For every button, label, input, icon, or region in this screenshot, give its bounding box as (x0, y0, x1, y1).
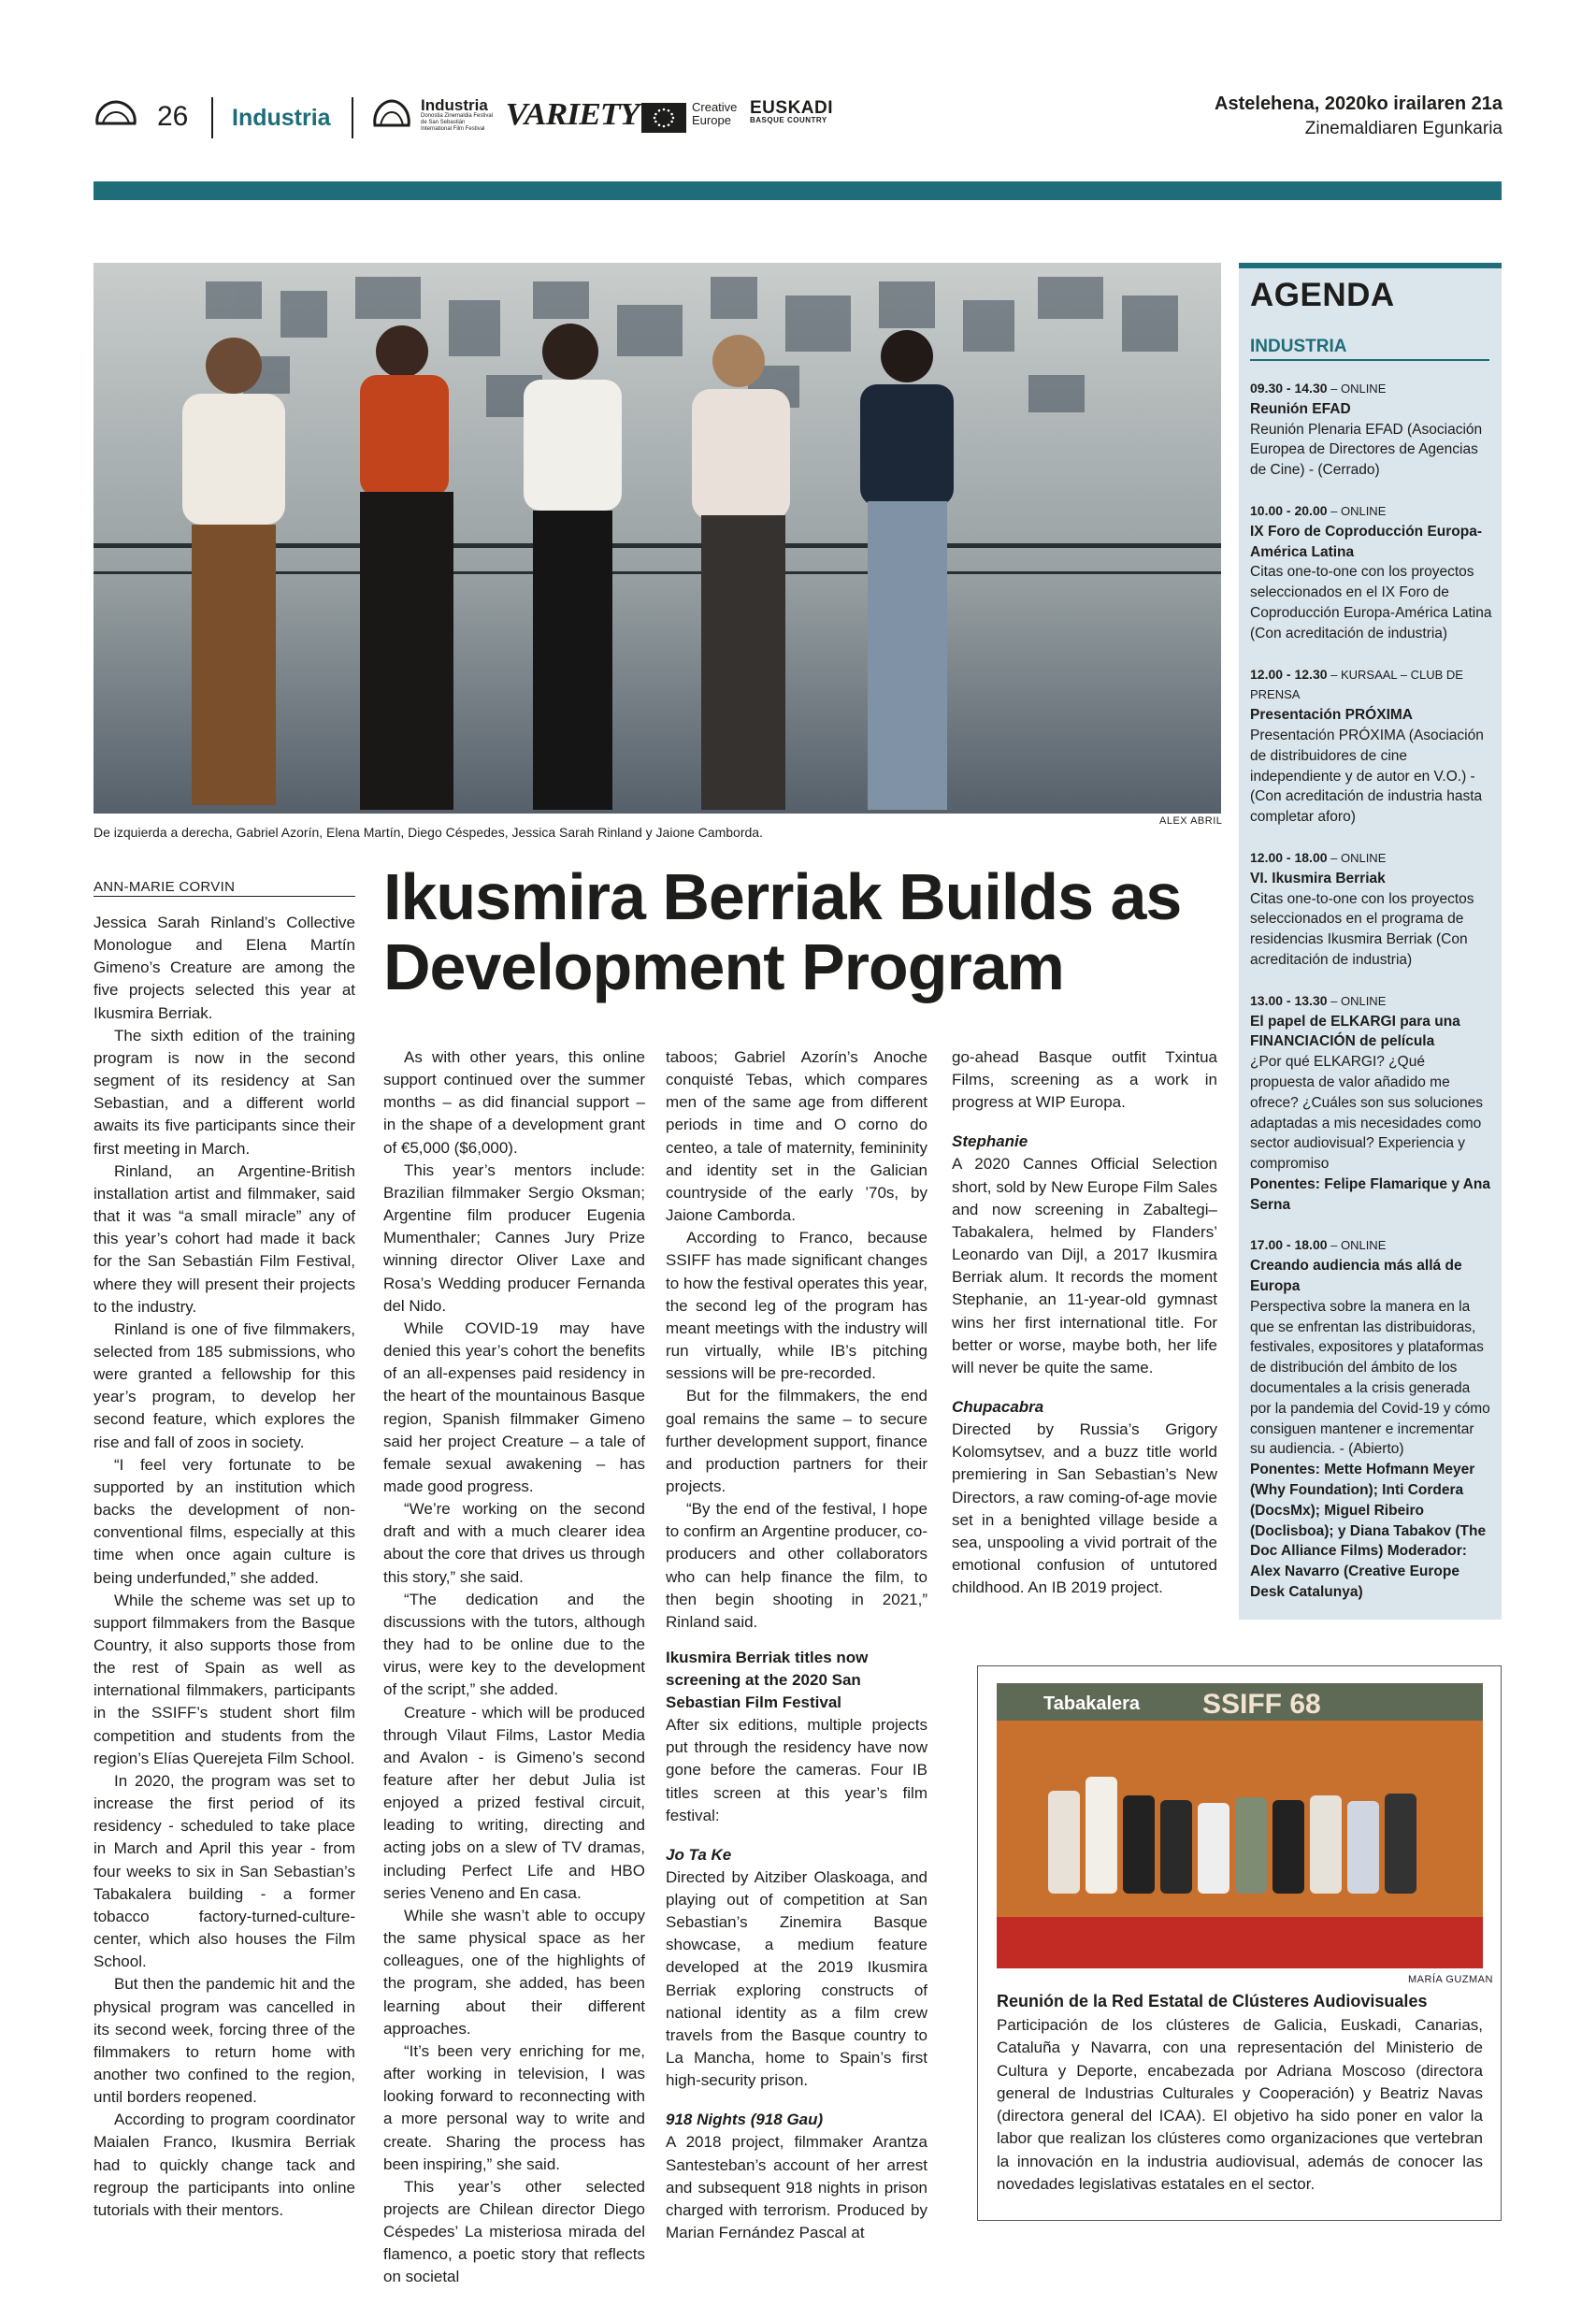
agenda-item-title: Creando audiencia más allá de Europa (1250, 1258, 1462, 1295)
paragraph: While the scheme was set up to support filmmakers from the Basque Country, it also supports those from the rest of Spain as well as international filmmakers, participants in the SSIFF’s student short film competition and students from the region’s Elías Querejeta Film School. (93, 1591, 355, 1767)
paragraph: This year’s other selected projects are Chilean director Diego Céspedes’ La misteriosa mirada del flamenco, a poetic story that reflects on societal (383, 2177, 645, 2286)
agenda-item-speakers: Ponentes: Felipe Flamarique y Ana Serna (1250, 1175, 1490, 1213)
industria-logo-text (421, 97, 496, 133)
film-title: Jo Ta Ke (666, 1845, 732, 1864)
agenda-time: 12.00 - 12.30 – KURSAAL – CLUB DE PRENSA (1250, 666, 1463, 702)
agenda-item-title: VI. Ikusmira Berriak (1250, 870, 1386, 886)
paragraph: As with other years, this online support continued over the summer months – as did financial support – in the shape of a development grant of €5,000 ($6,000). (383, 1048, 645, 1157)
main-photo (93, 263, 1221, 814)
paragraph: Jessica Sarah Rinland’s Collective Monologue and Elena Martín Gimeno’s Creature are among the five projects selected this year at Ikusmira Berriak. (93, 914, 355, 1022)
agenda-item (1250, 848, 1493, 971)
agenda-item (1250, 665, 1493, 828)
agenda-list (1250, 379, 1493, 1623)
film-description: Directed by Aitziber Olaskoaga, and playing out of competition at San Sebastian’s Zinemira Basque showcase, a medium feature developed at the 2019 Ikusmira Berriak exploring constructs of national identity as a film crew travels from the Basque country to La Mancha, home to Spain’s first high-security prison. (666, 1867, 927, 2090)
subheading: Ikusmira Berriak titles now screening at the 2020 San Sebastian Film Festival (666, 1649, 869, 1712)
agenda-item-desc: ¿Por qué ELKARGI? ¿Qué propuesta de valor añadido me ofrece? ¿Cuáles son sus soluciones adaptadas a mis necesidades como sector audiovisual? Experiencia y compromiso (1250, 1054, 1483, 1173)
article-column-1 (93, 912, 355, 2222)
issue-date-block (1215, 94, 1503, 139)
agenda-time: 09.30 - 14.30 – ONLINE (1250, 381, 1387, 396)
publication-name: Zinemaldiaren Egunkaria (1304, 119, 1503, 138)
inset-photo (997, 1683, 1483, 1968)
agenda-item (1250, 379, 1493, 481)
industria-logo-subtitle: Donostia Zinemaldia Festival de San Sebastián International Film Festival (421, 113, 494, 132)
agenda-title: AGENDA (1250, 277, 1395, 313)
film-description: A 2020 Cannes Official Selection short, sold by New Europe Film Sales and now screening in Zabaltegi–Tabakalera, helmed by Flanders’ Leonardo van Dijl, a 2017 Ikusmira Berriak alum. It records the moment Stephanie, an 11-year-old gymnast wins her first international title. For better or worse, maybe both, her life will never be quite the same. (952, 1155, 1217, 1376)
agenda-item-desc: Presentación PRÓXIMA (Asociación de distribuidores de cine independiente y de autor en V.O.) - (Con acreditación de industria hasta completar aforo) (1250, 727, 1484, 826)
industria-logo-title: Industria (421, 96, 488, 114)
film-description: Directed by Russia’s Grigory Kolomsytsev, and a buzz title world premiering in San Sebastian’s New Directors, a raw coming-of-age movie set in a benighted village beside a sea, unspooling a vivid portrait of the emotional confusion of untutored childhood. An IB 2019 project. (952, 1420, 1217, 1597)
headline: Ikusmira Berriak Builds as Development Program (383, 860, 1182, 1003)
agenda-item-desc: Citas one-to-one con los proyectos seleccionados en el programa de residencias Ikusmira Berriak (Con acreditación de industria) (1250, 890, 1474, 968)
photo-sign-text: Tabakalera (1043, 1693, 1141, 1714)
creative-europe-logo: Creative Europe (692, 100, 738, 127)
photo-credit: ALEX ABRIL (1159, 815, 1223, 827)
agenda-item-title: IX Foro de Coproducción Europa-América Latina (1250, 523, 1482, 560)
paragraph: According to Franco, because SSIFF has made significant changes to how the festival operates this year, the second leg of the program has meant meetings with the industry will run virtually, while IB’s pitching sessions will be pre-recorded. (666, 1229, 927, 1383)
inset-title: Reunión de la Red Estatal de Clústeres Audiovisuales (997, 1992, 1428, 2010)
agenda-item-desc: Perspectiva sobre la manera en la que se enfrentan las distribuidoras, festivales, expositores y plataformas de distribución del ámbito de los documentales a la crisis generada por la pandemia del Covid-19 y cómo consiguen mantener e incrementar su audiencia. - (Abierto) (1250, 1298, 1490, 1458)
paragraph: Rinland is one of five filmmakers, selected from 185 submissions, who were granted a fellowship for this year’s program, to develop her second feature, which explores the rise and fall of zoos in society. (93, 1319, 355, 1451)
agenda-item-title: El papel de ELKARGI para una FINANCIACIÓN de película (1250, 1013, 1460, 1050)
agenda-item-title: Presentación PRÓXIMA (1250, 707, 1413, 724)
agenda-time: 13.00 - 13.30 – ONLINE (1250, 992, 1387, 1008)
paragraph: But then the pandemic hit and the physical program was cancelled in its second week, forcing three of the filmmakers to return home with another two confined to the region, until borders reopened. (93, 1975, 355, 2107)
agenda-item (1250, 991, 1493, 1216)
paragraph: “The dedication and the discussions with the tutors, although they had to be online due to the virus, were key to the development of the script,” she added. (383, 1590, 645, 1699)
paragraph: After six editions, multiple projects put through the residency have now gone before the cameras. Four IB titles screen at this year’s film festival: (666, 1716, 927, 1824)
article-column-3 (666, 1046, 927, 2244)
paragraph: taboos; Gabriel Azorín’s Anoche conquisté Tebas, which compares men of the same age from different periods in time and O corno do centeo, a tale of maternity, femininity and identity set in the Galician countryside of the early ’70s, by Jaione Camborda. (666, 1048, 927, 1225)
photo-caption: De izquierda a derecha, Gabriel Azorín, Elena Martín, Diego Céspedes, Jessica Sarah Rinland y Jaione Camborda. (93, 825, 763, 840)
inset-text: Participación de los clústeres de Galicia, Euskadi, Canarias, Cataluña y Navarra, con una representación del Ministerio de Cultura y Deporte, encabezada por Adriana Moscoso (directora general de Industrias Culturales y Cooperación) y Beatriz Navas (directora general del ICAA). El objetivo ha sido poner en valor la labor que realizan los clústeres como organizaciones que vertebran la innovación en la industria audiovisual, además de conocer las novedades legislativas estatales en el sector. (997, 2016, 1483, 2194)
paragraph: The sixth edition of the training program is now in the second segment of its residency at San Sebastian, and a different world awaits its five participants since their first meeting in March. (93, 1026, 355, 1158)
paragraph: “I feel very fortunate to be supported by an institution which backs the development of non-conventional films, especially at this time when once again culture is being underfunded,” she added. (93, 1455, 355, 1587)
film-title: 918 Nights (918 Gau) (666, 2111, 824, 2129)
issue-date: Astelehena, 2020ko irailaren 21a (1215, 94, 1503, 114)
article-column-2 (383, 1046, 645, 2289)
film-title: Chupacabra (952, 1398, 1044, 1417)
industria-shell-logo-icon (372, 97, 411, 129)
paragraph: “It’s been very enriching for me, after working in television, I was looking forward to reconnecting with a more personal way to write and create. Sharing the process has been inspiring,” she said. (383, 2041, 645, 2173)
festival-shell-logo-icon (93, 99, 138, 127)
paragraph: Rinland, an Argentine-British installation artist and filmmaker, said that it was “a small miracle” any of this year’s cohort had made it back for the San Sebastián Film Festival, where they will present their projects to the industry. (93, 1161, 355, 1316)
inset-photo-credit: MARÍA GUZMAN (1408, 1974, 1493, 1985)
byline: ANN-MARIE CORVIN (93, 879, 236, 895)
paragraph: But for the filmmakers, the end goal remains the same – to secure further development support, finance and production partners for their projects. (666, 1387, 927, 1495)
film-description: A 2018 project, filmmaker Arantza Santesteban’s account of her arrest and subsequent 918 nights in prison charged with terrorism. Produced by Marian Fernández Pascal at (666, 2133, 927, 2242)
agenda-item (1250, 501, 1493, 644)
agenda-time: 10.00 - 20.00 – ONLINE (1250, 502, 1387, 518)
section-title: Industria (232, 105, 331, 131)
euskadi-logo-subtitle: BASQUE COUNTRY (750, 116, 827, 124)
agenda-item-desc: Citas one-to-one con los proyectos seleccionados en el IX Foro de Coproducción Europa-América Latina (Con acreditación de industria) (1250, 564, 1492, 641)
paragraph: While she wasn’t able to occupy the same physical space as her colleagues, one of the highlights of the program, she added, has been learning about their different approaches. (383, 1906, 645, 2038)
photo-banner-text: SSIFF 68 (1202, 1689, 1321, 1720)
euskadi-logo (750, 99, 833, 124)
article-column-4 (952, 1046, 1217, 1599)
film-title: Stephanie (952, 1132, 1028, 1151)
agenda-section-label: INDUSTRIA (1250, 337, 1347, 356)
agenda-item-title: Reunión EFAD (1250, 400, 1351, 417)
agenda-item (1250, 1235, 1493, 1602)
agenda-item-speakers: Ponentes: Mette Hofmann Meyer (Why Foundation); Inti Cordera (DocsMx); Miguel Ribeiro (Doclisboa); y Diana Tabakov (The Doc Alliance Films) Moderador: Alex Navarro (Creative Europe Desk Catalunya) (1250, 1462, 1487, 1601)
header-divider (211, 97, 213, 138)
agenda-time: 12.00 - 18.00 – ONLINE (1250, 849, 1387, 865)
agenda-item-desc: Reunión Plenaria EFAD (Asociación Europea de Directores de Agencias de Cine) - (Cerrado) (1250, 421, 1483, 479)
agenda-time: 17.00 - 18.00 – ONLINE (1250, 1237, 1387, 1253)
paragraph: This year’s mentors include: Brazilian filmmaker Sergio Oksman; Argentine film producer Eugenia Mumenthaler; Cannes Jury Prize winning director Oliver Laxe and Rosa’s Wedding producer Fernanda del Nido. (383, 1160, 645, 1315)
paragraph: go-ahead Basque outfit Txintua Films, screening as a work in progress at WIP Europa. (952, 1048, 1217, 1112)
header-color-band (93, 181, 1502, 200)
paragraph: “By the end of the festival, I hope to confirm an Argentine producer, co-producers and other collaborators who can help finance the film, to then begin shooting in 2021,” Rinland said. (666, 1500, 927, 1631)
agenda-divider (1250, 359, 1489, 361)
paragraph: While COVID-19 may have denied this year’s cohort the benefits of an all-expenses paid residency in the heart of the mountainous Basque region, Spanish filmmaker Gimeno said her project Creature – a tale of female sexual awakening – has made good progress. (383, 1319, 645, 1495)
paragraph: “We’re working on the second draft and with a much clearer idea about the core that drives us through this story,” she said. (383, 1500, 645, 1586)
paragraph: Creature - which will be produced through Vilaut Films, Lastor Media and Avalon - is Gimeno’s second feature after her debut Julia ist enjoyed a prized festival circuit, leading to writing, directing and acting jobs on a slew of TV dramas, including Perfect Life and HBO series Veneno and En casa. (383, 1703, 645, 1902)
eu-flag-icon (641, 103, 686, 133)
header-divider (352, 97, 353, 138)
euskadi-logo-title: EUSKADI (750, 98, 834, 118)
paragraph: According to program coordinator Maialen Franco, Ikusmira Berriak had to quickly change tack and regroup the participants into online tutorials with their mentors. (93, 2111, 355, 2219)
page-number: 26 (157, 101, 189, 132)
paragraph: In 2020, the program was set to increase the first period of its residency - scheduled to take place in March and April this year - from four weeks to six in San Sebastian’s Tabakalera building - a former tobacco factory-turned-culture-center, which also houses the Film School. (93, 1771, 355, 1971)
variety-logo: VARIETY (505, 97, 640, 132)
byline-divider (93, 896, 355, 897)
